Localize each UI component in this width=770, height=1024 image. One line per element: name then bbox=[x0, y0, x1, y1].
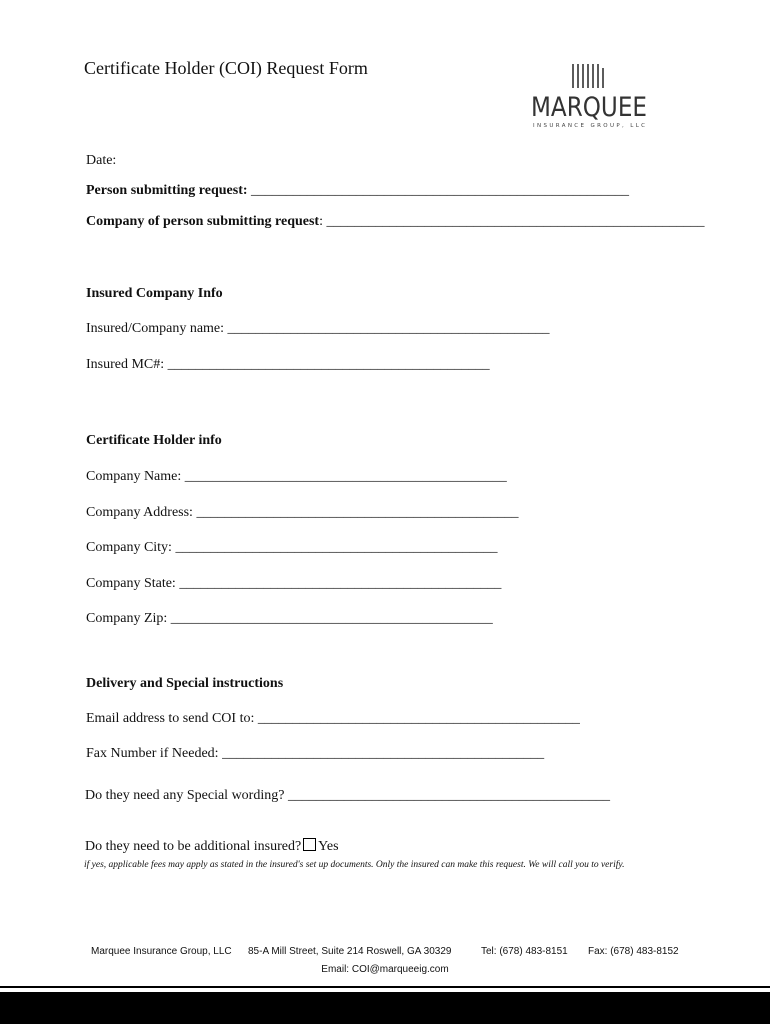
additional-insured-row bbox=[85, 838, 339, 855]
company-colon: : bbox=[319, 214, 323, 229]
company-blank: ______________________________________________________ bbox=[326, 214, 705, 229]
logo-tagline: INSURANCE GROUP, LLC bbox=[533, 123, 645, 129]
person-submitting-field[interactable] bbox=[86, 183, 629, 199]
footer-divider bbox=[0, 986, 770, 988]
holder-name-field[interactable]: Company Name: ______________________________________________ bbox=[86, 469, 507, 484]
marquee-logo bbox=[528, 60, 650, 132]
footer-bar bbox=[0, 992, 770, 1024]
delivery-heading: Delivery and Special instructions bbox=[86, 676, 284, 691]
holder-zip-field[interactable]: Company Zip: ______________________________________________ bbox=[86, 611, 493, 626]
page-title: Certificate Holder (COI) Request Form bbox=[84, 58, 368, 78]
footer-fax: Fax: (678) 483-8152 bbox=[588, 946, 679, 957]
insured-mc-field[interactable]: Insured MC#: ______________________________________________ bbox=[86, 357, 490, 372]
fees-note: if yes, applicable fees may apply as stated in the insured's set up documents. Only the insured can make this request. We will call you to verify. bbox=[84, 860, 625, 870]
footer-tel: Tel: (678) 483-8151 bbox=[481, 946, 568, 957]
holder-heading: Certificate Holder info bbox=[86, 433, 222, 448]
holder-address-field[interactable]: Company Address: ______________________________________________ bbox=[86, 505, 519, 520]
yes-checkbox[interactable] bbox=[303, 838, 316, 851]
person-label: Person submitting request: bbox=[86, 183, 248, 198]
special-wording-field[interactable]: Do they need any Special wording? ______________________________________________ bbox=[85, 788, 610, 803]
insured-name-field[interactable]: Insured/Company name: ______________________________________________ bbox=[86, 321, 550, 336]
email-field[interactable]: Email address to send COI to: ______________________________________________ bbox=[86, 711, 580, 726]
date-label: Date: bbox=[86, 153, 117, 168]
holder-state-field[interactable]: Company State: ______________________________________________ bbox=[86, 576, 502, 591]
company-label: Company of person submitting request bbox=[86, 214, 320, 229]
company-submitting-field[interactable] bbox=[86, 214, 705, 230]
person-blank: ______________________________________________________ bbox=[251, 183, 630, 198]
yes-label: Yes bbox=[318, 839, 339, 854]
additional-insured-label: Do they need to be additional insured? bbox=[85, 839, 302, 854]
fax-field[interactable]: Fax Number if Needed: ______________________________________________ bbox=[86, 746, 545, 761]
insured-heading: Insured Company Info bbox=[86, 286, 223, 301]
footer-email[interactable]: Email: COI@marqueeig.com bbox=[321, 964, 449, 975]
footer-company: Marquee Insurance Group, LLC bbox=[91, 946, 232, 957]
footer-address: 85-A Mill Street, Suite 214 Roswell, GA 30329 bbox=[248, 946, 452, 957]
logo-name: MARQUEE bbox=[531, 92, 647, 123]
holder-city-field[interactable]: Company City: ______________________________________________ bbox=[86, 540, 498, 555]
